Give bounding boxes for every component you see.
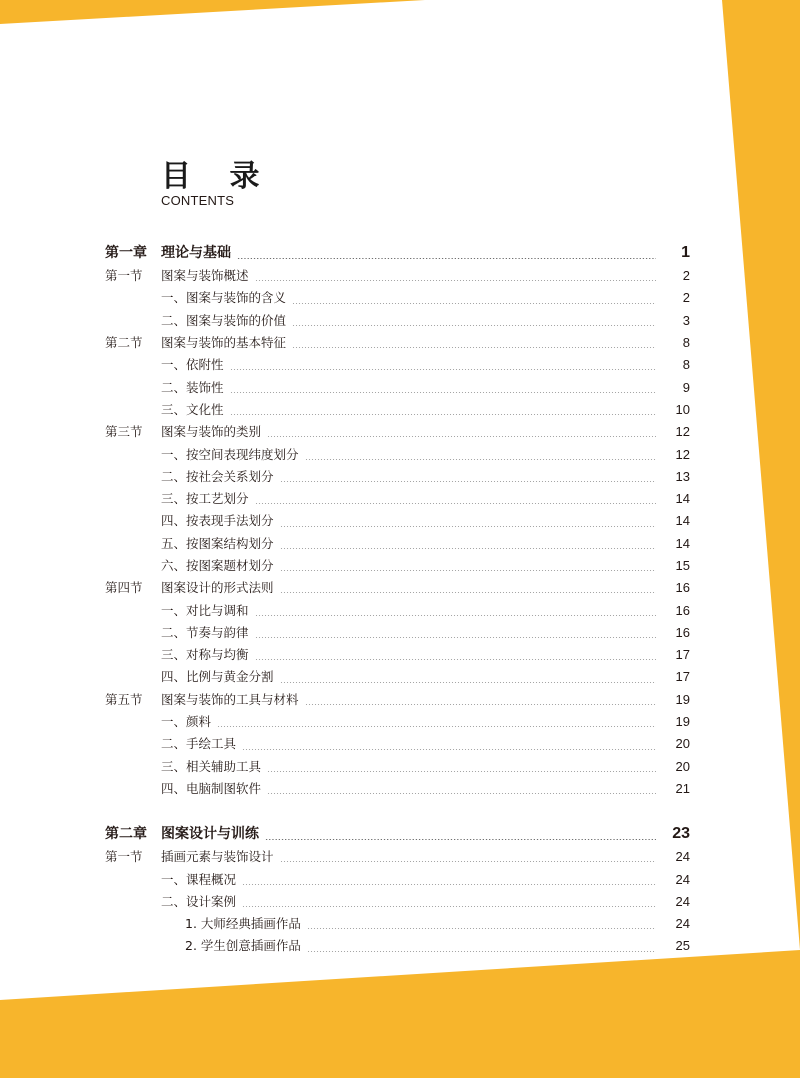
dot-leader (267, 793, 656, 794)
toc-chapter-label: 理论与基础 (161, 245, 231, 261)
dot-leader (305, 459, 656, 460)
dot-leader (305, 704, 656, 705)
toc-page-number: 25 (675, 938, 690, 954)
toc-item-row[interactable] (105, 711, 690, 733)
dot-leader (280, 861, 656, 862)
toc-item-label: 三、按工艺划分 (161, 491, 249, 507)
toc-item-label: 二、按社会关系划分 (161, 468, 274, 484)
dot-leader (280, 592, 656, 593)
dot-leader (292, 325, 656, 326)
toc-item-row[interactable] (105, 443, 690, 465)
toc-item-row[interactable] (105, 644, 690, 666)
toc-item-label: 五、按图案结构划分 (161, 535, 274, 551)
toc-item-row[interactable] (105, 891, 690, 913)
toc-item-label: 三、对称与均衡 (161, 647, 249, 663)
dot-leader (230, 392, 656, 393)
toc-section-label: 插画元素与装饰设计 (161, 849, 274, 865)
toc-item-row[interactable] (105, 488, 690, 510)
toc-page-number: 16 (675, 624, 690, 640)
toc-page-number: 13 (675, 468, 690, 484)
toc-page-number: 23 (672, 825, 690, 843)
toc-section-row[interactable] (105, 265, 690, 287)
toc-page-number: 10 (675, 401, 690, 417)
toc-page-number: 19 (675, 691, 690, 707)
toc-item-row[interactable] (105, 778, 690, 800)
dot-leader (255, 659, 656, 660)
toc-page-number: 24 (675, 871, 690, 887)
dot-leader (292, 303, 656, 304)
toc-page-number: 14 (675, 491, 690, 507)
toc-section-number: 第四节 (105, 580, 143, 596)
toc-item-row[interactable] (105, 733, 690, 755)
dot-leader (280, 682, 656, 683)
toc-item-row[interactable] (105, 756, 690, 778)
toc-chapter-row[interactable] (105, 241, 690, 265)
toc-section-number: 第一节 (105, 268, 143, 284)
toc-item-label: 六、按图案题材划分 (161, 558, 274, 573)
toc-item-label: 一、图案与装饰的含义 (161, 290, 287, 306)
toc-page-number: 14 (675, 535, 690, 551)
toc-section-row[interactable] (105, 846, 690, 868)
dot-leader (280, 570, 656, 571)
table-of-contents (105, 241, 690, 958)
dot-leader (255, 280, 656, 281)
toc-item-row[interactable] (105, 466, 690, 488)
toc-title: 目 录 (161, 159, 274, 194)
toc-page-number: 24 (675, 916, 690, 932)
toc-subitem-row[interactable] (105, 935, 690, 957)
toc-item-row[interactable] (105, 555, 690, 577)
toc-item-label: 一、颜料 (161, 714, 212, 730)
toc-item-label: 一、按空间表现纬度划分 (161, 446, 299, 462)
toc-subtitle: CONTENTS (161, 193, 235, 208)
toc-item-row[interactable] (105, 599, 690, 621)
toc-item-row[interactable] (105, 376, 690, 398)
toc-section-row[interactable] (105, 577, 690, 599)
toc-page-number: 16 (675, 580, 690, 596)
toc-section-label: 图案与装饰概述 (161, 268, 249, 284)
toc-page-number: 17 (675, 669, 690, 685)
toc-section-number: 第五节 (105, 691, 143, 707)
toc-item-label: 一、对比与调和 (161, 602, 249, 618)
toc-page-number: 1 (681, 244, 690, 261)
toc-page-number: 12 (675, 446, 690, 462)
toc-section-label: 图案设计的形式法则 (161, 580, 274, 596)
toc-subitem-label: 2. 学生创意插画作品 (185, 938, 301, 954)
toc-page-number: 9 (682, 379, 690, 395)
toc-page-number: 15 (675, 558, 690, 573)
toc-page-number: 20 (675, 758, 690, 774)
toc-page-number: 21 (675, 780, 690, 796)
toc-page-number: 24 (675, 893, 690, 909)
toc-section-number: 第三节 (105, 424, 143, 440)
toc-section-label: 图案与装饰的类别 (161, 424, 262, 440)
toc-page-number: 20 (675, 736, 690, 752)
dot-leader (267, 771, 656, 772)
dot-leader (280, 481, 656, 482)
toc-item-label: 一、课程概况 (161, 871, 237, 887)
toc-page-number: 17 (675, 647, 690, 663)
dot-leader (280, 548, 656, 549)
toc-chapter-row[interactable] (105, 822, 690, 846)
toc-item-row[interactable] (105, 310, 690, 332)
dot-leader (242, 884, 656, 885)
dot-leader (280, 526, 656, 527)
dot-leader (255, 637, 656, 638)
toc-item-label: 二、装饰性 (161, 379, 224, 395)
toc-item-label: 二、设计案例 (161, 893, 237, 909)
toc-item-row[interactable] (105, 868, 690, 890)
toc-subitem-label: 1. 大师经典插画作品 (185, 916, 301, 932)
toc-page-number: 8 (682, 357, 690, 373)
dot-leader (267, 436, 656, 437)
toc-item-row[interactable] (105, 287, 690, 309)
toc-gap (105, 800, 690, 822)
toc-item-label: 四、按表现手法划分 (161, 513, 274, 529)
toc-item-label: 二、节奏与韵律 (161, 624, 249, 640)
dot-leader (242, 906, 656, 907)
toc-item-label: 四、比例与黄金分割 (161, 669, 274, 685)
toc-page-number: 2 (682, 268, 690, 284)
toc-section-label: 图案与装饰的工具与材料 (161, 691, 299, 707)
toc-item-label: 二、图案与装饰的价值 (161, 312, 287, 328)
toc-page-number: 3 (682, 312, 690, 328)
toc-item-row[interactable] (105, 354, 690, 376)
toc-section-label: 图案与装饰的基本特征 (161, 335, 287, 351)
toc-section-row[interactable] (105, 689, 690, 711)
dot-leader (265, 839, 656, 840)
toc-section-row[interactable] (105, 421, 690, 443)
toc-item-row[interactable] (105, 622, 690, 644)
toc-subitem-row[interactable] (105, 913, 690, 935)
toc-chapter-number: 第二章 (105, 826, 147, 843)
dot-leader (307, 951, 656, 952)
dot-leader (230, 414, 656, 415)
dot-leader (217, 726, 656, 727)
toc-page-number: 24 (675, 849, 690, 865)
toc-item-row[interactable] (105, 510, 690, 532)
toc-chapter-label: 图案设计与训练 (161, 826, 259, 843)
toc-item-row[interactable] (105, 399, 690, 421)
toc-page-number: 8 (682, 335, 690, 351)
dot-leader (242, 749, 656, 750)
toc-chapter-number: 第一章 (105, 245, 147, 261)
toc-item-label: 三、文化性 (161, 401, 224, 417)
dot-leader (237, 258, 656, 259)
toc-page-number: 12 (675, 424, 690, 440)
dot-leader (230, 369, 656, 370)
toc-item-label: 四、电脑制图软件 (161, 780, 262, 796)
toc-page-number: 16 (675, 602, 690, 618)
dot-leader (292, 347, 656, 348)
toc-item-label: 三、相关辅助工具 (161, 758, 262, 774)
toc-page-number: 19 (675, 714, 690, 730)
toc-section-number: 第二节 (105, 335, 143, 351)
toc-section-row[interactable] (105, 332, 690, 354)
toc-item-row[interactable] (105, 666, 690, 688)
toc-header (161, 160, 273, 208)
toc-item-label: 一、依附性 (161, 357, 224, 373)
toc-page-number: 2 (682, 290, 690, 306)
dot-leader (307, 928, 656, 929)
toc-page-number: 14 (675, 513, 690, 529)
toc-item-label: 二、手绘工具 (161, 736, 237, 752)
toc-section-number: 第一节 (105, 849, 143, 865)
dot-leader (255, 503, 656, 504)
toc-item-row[interactable] (105, 533, 690, 555)
dot-leader (255, 615, 656, 616)
